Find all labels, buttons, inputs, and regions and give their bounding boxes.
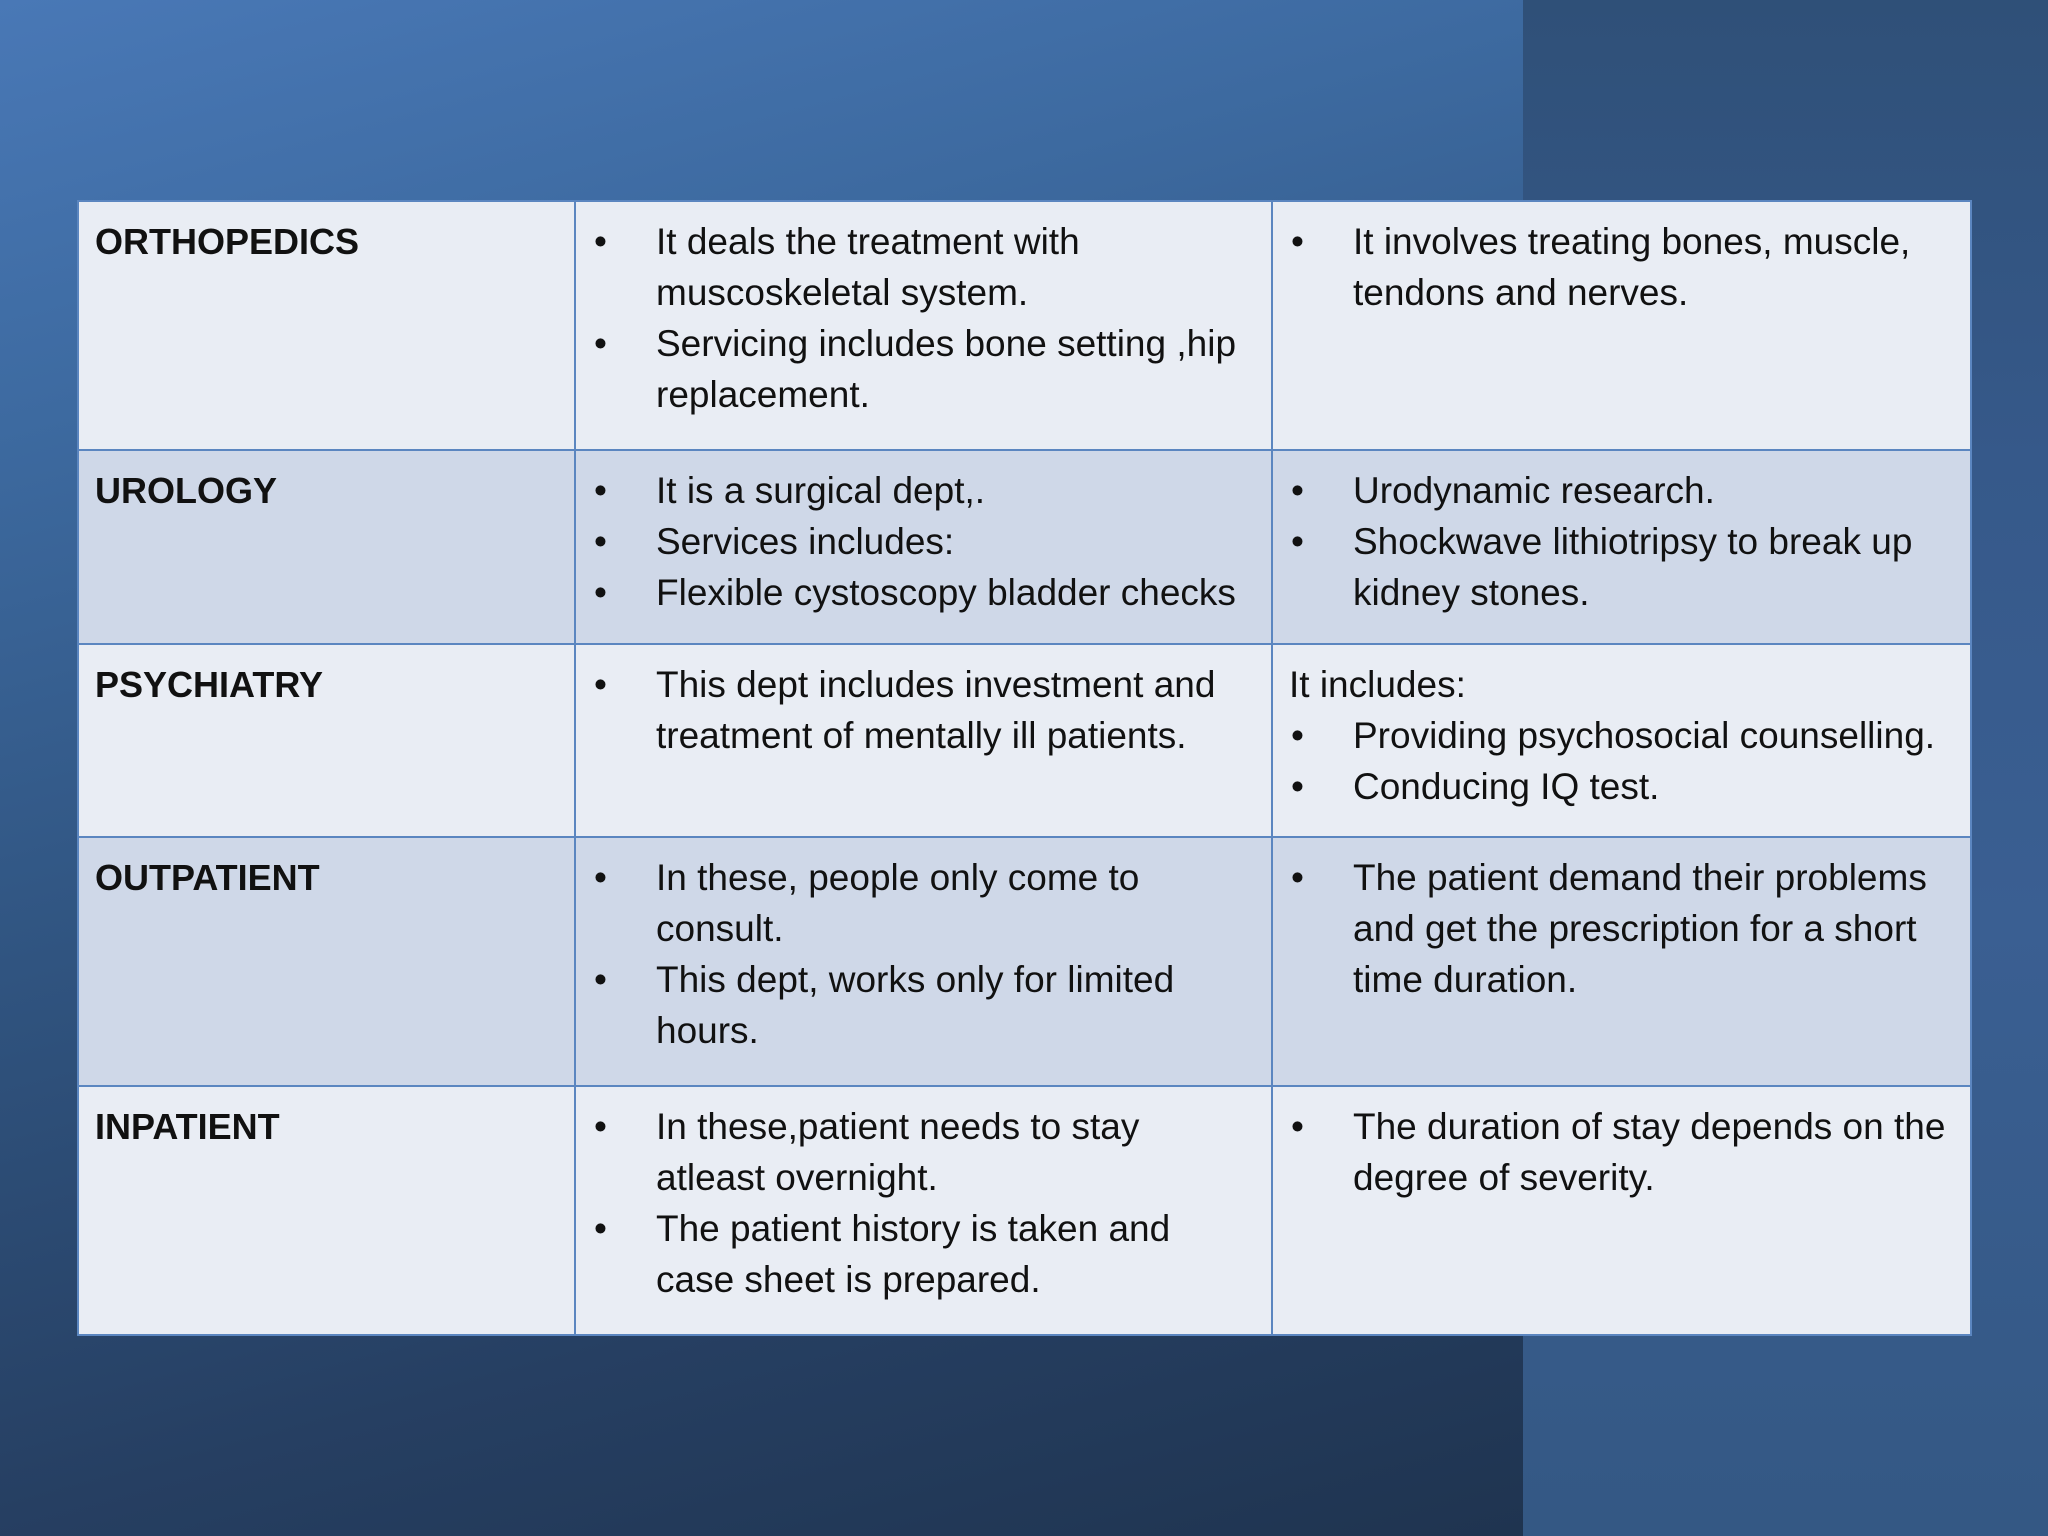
- details-cell: [1272, 201, 1971, 450]
- list-item: • It involves treating bones, muscle, tendons and nerves.: [1289, 216, 1954, 318]
- department-name: UROLOGY: [95, 469, 278, 511]
- details-list: [1289, 852, 1954, 1005]
- list-item: • Urodynamic research.: [1289, 465, 1954, 516]
- department-name: INPATIENT: [95, 1106, 280, 1148]
- table-row-orthopedics: [78, 201, 1971, 450]
- description-cell: [575, 201, 1272, 450]
- list-item: • This dept includes investment and treatment of mentally ill patients.: [592, 659, 1255, 761]
- description-cell: [575, 644, 1272, 838]
- list-item: • The duration of stay depends on the degree of severity.: [1289, 1101, 1954, 1203]
- description-cell: [575, 1086, 1272, 1335]
- list-item: • It is a surgical dept,.: [592, 465, 1255, 516]
- details-list: [1289, 465, 1954, 618]
- department-cell: [78, 644, 575, 838]
- description-list: [592, 465, 1255, 618]
- department-cell: [78, 450, 575, 644]
- list-item: • Services includes:: [592, 516, 1255, 567]
- list-item: • Providing psychosocial counselling.: [1289, 710, 1954, 761]
- details-list: [1289, 710, 1954, 812]
- list-item: • Servicing includes bone setting ,hip replacement.: [592, 318, 1255, 420]
- department-name: ORTHOPEDICS: [95, 221, 360, 262]
- description-list: [592, 1101, 1255, 1305]
- department-name: OUTPATIENT: [95, 857, 320, 899]
- list-item: • This dept, works only for limited hours.: [592, 954, 1255, 1056]
- details-list: [1289, 216, 1954, 318]
- details-cell: [1272, 450, 1971, 644]
- list-item: • The patient demand their problems and get the prescription for a short time duration.: [1289, 852, 1954, 1005]
- details-cell: [1272, 837, 1971, 1086]
- description-list: [592, 659, 1255, 761]
- description-cell: [575, 837, 1272, 1086]
- list-item: • The patient history is taken and case sheet is prepared.: [592, 1203, 1255, 1305]
- list-item: • Conducing IQ test.: [1289, 761, 1954, 812]
- list-item: • Flexible cystoscopy bladder checks: [592, 567, 1255, 618]
- department-cell: [78, 201, 575, 450]
- table-row-inpatient: [78, 1086, 1971, 1335]
- details-list: [1289, 1101, 1954, 1203]
- table-row-urology: [78, 450, 1971, 644]
- table-row-psychiatry: [78, 644, 1971, 838]
- department-cell: [78, 837, 575, 1086]
- description-cell: [575, 450, 1272, 644]
- table-row-outpatient: [78, 837, 1971, 1086]
- description-list: [592, 216, 1255, 420]
- list-item: • It deals the treatment with muscoskeletal system.: [592, 216, 1255, 318]
- list-item: • In these,patient needs to stay atleast overnight.: [592, 1101, 1255, 1203]
- department-name: PSYCHIATRY: [95, 663, 324, 705]
- departments-table: [77, 200, 1972, 1336]
- list-item: • In these, people only come to consult.: [592, 852, 1255, 954]
- description-list: [592, 852, 1255, 1056]
- department-cell: [78, 1086, 575, 1335]
- details-intro: It includes:: [1289, 663, 1466, 705]
- list-item: • Shockwave lithiotripsy to break up kidney stones.: [1289, 516, 1954, 618]
- details-cell: [1272, 1086, 1971, 1335]
- details-cell: [1272, 644, 1971, 838]
